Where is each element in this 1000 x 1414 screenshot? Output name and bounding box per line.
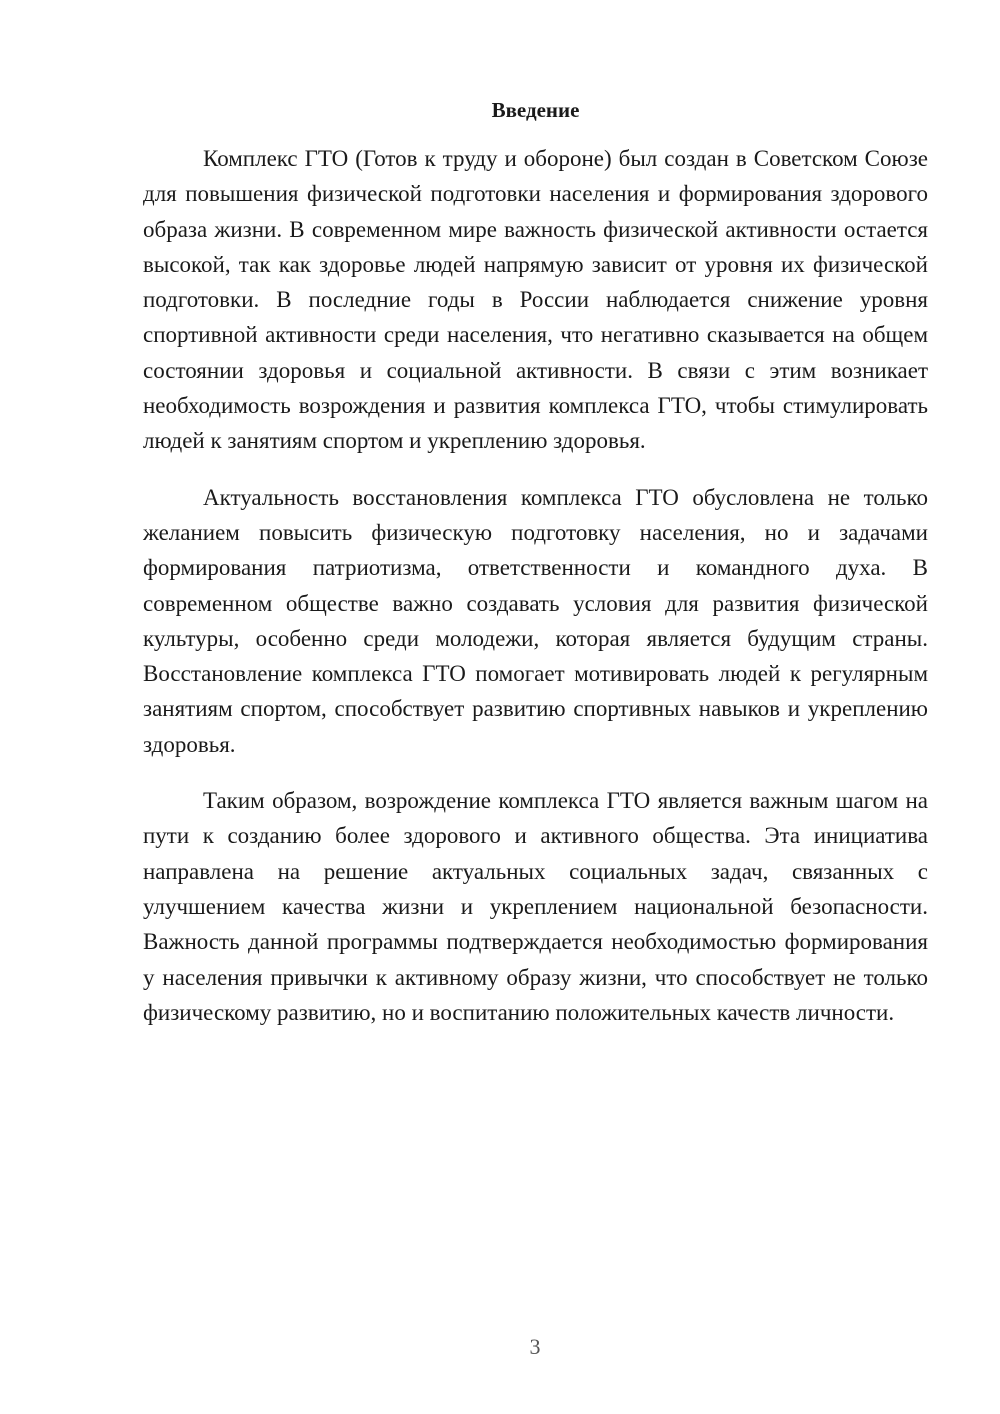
paragraph-3: Таким образом, возрождение комплекса ГТО является важным шагом на пути к созданию более здорового и активного общества. Эта инициатива направлена на решение актуальных социальных задач, связанных с улучшением качества жизни и укреплением национальной безопасности. Важность данной программы подтверждается необходимостью формирования у населения привычки к активному образу жизни, что способствует не только физическому развитию, но и воспитанию положительных качеств личности. (143, 788, 928, 1025)
page-number: 3 (529, 1334, 541, 1359)
section-heading: Введение (491, 98, 580, 122)
body-text (143, 141, 928, 1051)
paragraph-2: Актуальность восстановления комплекса ГТО обусловлена не только желанием повысить физическую подготовку населения, но и задачами формирования патриотизма, ответственности и командного духа. В современном обществе важно создавать условия для развития физической культуры, особенно среди молодежи, которая является будущим страны. Восстановление комплекса ГТО помогает мотивировать людей к регулярным занятиям спортом, способствует развитию спортивных навыков и укреплению здоровья. (143, 484, 928, 757)
paragraph-1: Комплекс ГТО (Готов к труду и обороне) был создан в Советском Союзе для повышения физической подготовки населения и формирования здорового образа жизни. В современном мире важность физической активности остается высокой, так как здоровье людей напрямую зависит от уровня их физической подготовки. В последние годы в России наблюдается снижение уровня спортивной активности среди населения, что негативно сказывается на общем состоянии здоровья и социальной активности. В связи с этим возникает необходимость возрождения и развития комплекса ГТО, чтобы стимулировать людей к занятиям спортом и укреплению здоровья. (143, 146, 928, 454)
